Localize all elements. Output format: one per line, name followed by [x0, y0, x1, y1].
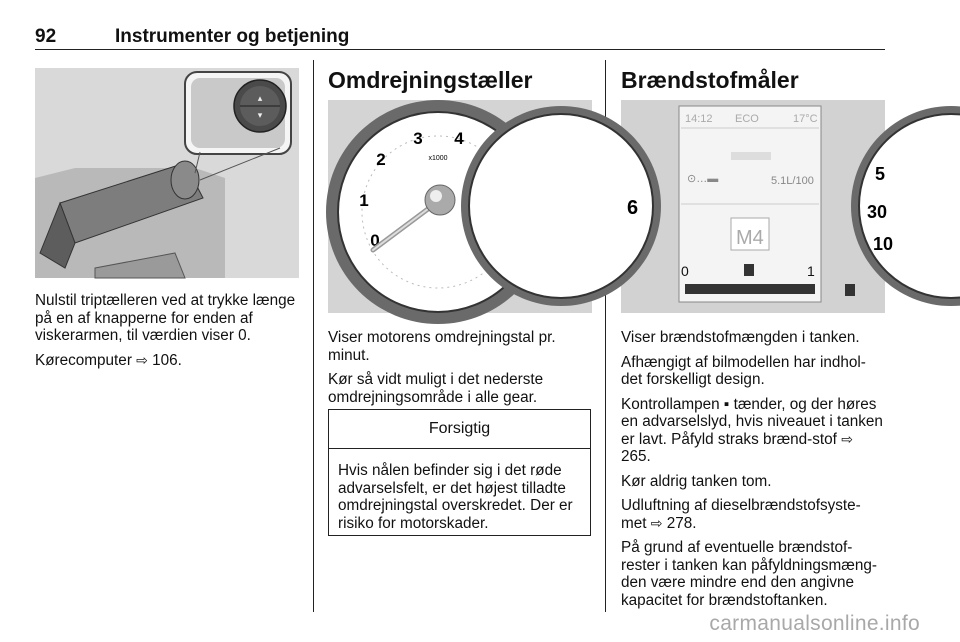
right-gauge-label-3: 10: [873, 234, 894, 254]
tachometer-multiplier: x1000: [428, 155, 448, 162]
page-number: 92: [35, 26, 57, 47]
fuel-warning-lead: Kontrollampen: [621, 395, 720, 413]
tick-label-1: 1: [359, 191, 369, 210]
page-header: [35, 16, 885, 50]
page-reference-icon: ⇨: [650, 514, 663, 531]
column-3: [621, 60, 885, 94]
never-empty-paragraph: Kør aldrig tanken tom.: [621, 472, 772, 490]
caution-text: Hvis nålen befinder sig i det røde advarselsfelt, er det højest tilladte omdrejningstal overskredet. Der er risiko for motorskader.: [338, 462, 573, 532]
fuel-description: Viser brændstofmængden i tanken.: [621, 329, 860, 346]
tick-label-0: 0: [370, 231, 380, 250]
header-rule: [35, 49, 885, 50]
display-consumption: 5.1L/100: [771, 175, 814, 187]
display-temperature: 17°C: [793, 113, 818, 125]
display-gear: M4: [736, 227, 764, 249]
fuel-warning-lamp-icon: [845, 284, 855, 296]
diesel-bleeding-paragraph: [621, 497, 885, 532]
left-gauge-label: 6: [627, 197, 639, 219]
trip-computer-page: 106.: [152, 351, 182, 369]
fuel-display-illustration: [621, 100, 894, 313]
tick-label-2: 2: [376, 150, 386, 169]
fuel-warning-paragraph: [621, 396, 885, 466]
trip-computer-reference: [35, 352, 299, 370]
column-divider-1: [313, 60, 314, 612]
fuel-gauge-title: Brændstofmåler: [621, 67, 799, 93]
page-reference-icon: ⇨: [136, 351, 148, 368]
fuel-design-note: Afhængigt af bilmodellen har indhol-det forskelligt design.: [621, 353, 866, 388]
trip-computer-label: Kørecomputer: [35, 351, 132, 369]
trip-reset-paragraph: Nulstil triptælleren ved at trykke længe på en af knapperne for enden af viskerarmen, til værdien viser 0.: [35, 292, 296, 344]
fuel-refill-page: 265.: [621, 448, 651, 465]
display-time: 14:12: [685, 113, 713, 125]
tachometer-title: Omdrejningstæller: [328, 67, 533, 93]
fuel-lamp-icon: ▪: [723, 395, 730, 413]
right-gauge-label-2: 30: [867, 202, 888, 222]
svg-text:▴: ▴: [257, 93, 263, 103]
tick-label-4: 4: [454, 129, 464, 148]
caution-title: Forsigtig: [329, 410, 590, 449]
svg-text:▾: ▾: [257, 110, 263, 120]
fuel-scale-min: 0: [681, 263, 689, 279]
page-reference-icon: ⇨: [841, 430, 853, 447]
column-1-text: [35, 292, 299, 369]
diesel-bleeding-text: Udluftning af dieselbrændstofsyste-met: [621, 497, 861, 532]
tachometer-advice: Kør så vidt muligt i det nederste omdrejningsområde i alle gear.: [328, 371, 544, 406]
fuel-pump-icon: [744, 264, 754, 276]
watermark: carmanualsonline.info: [709, 612, 920, 635]
fuel-level-bar: [685, 284, 815, 294]
right-gauge-label-1: 5: [875, 164, 886, 184]
wiper-stalk-illustration: [35, 68, 299, 278]
column-2-text: [328, 329, 592, 406]
tick-label-3: 3: [413, 129, 423, 148]
chapter-title: Instrumenter og betjening: [115, 26, 350, 47]
column-3-text: [621, 329, 885, 609]
tachometer-description: Viser motorens omdrejningstal pr. minut.: [328, 329, 556, 364]
fuel-warning-text: tænder, og der høres en advarselslyd, hvis niveauet i tanken er lavt. Påfyld straks brænd-stof: [621, 395, 883, 448]
fuel-scale-max: 1: [807, 263, 815, 279]
residual-fuel-paragraph: På grund af eventuelle brændstof-rester i tanken kan påfyldningsmæng-den være mindre end den angivne kapacitet for brændstoftanken.: [621, 539, 877, 609]
car-icon: ⊙…▬: [687, 173, 719, 185]
diesel-bleeding-page: 278.: [666, 514, 697, 532]
caution-box: [328, 409, 591, 536]
display-mode: ECO: [735, 113, 759, 125]
column-2: [328, 60, 592, 94]
